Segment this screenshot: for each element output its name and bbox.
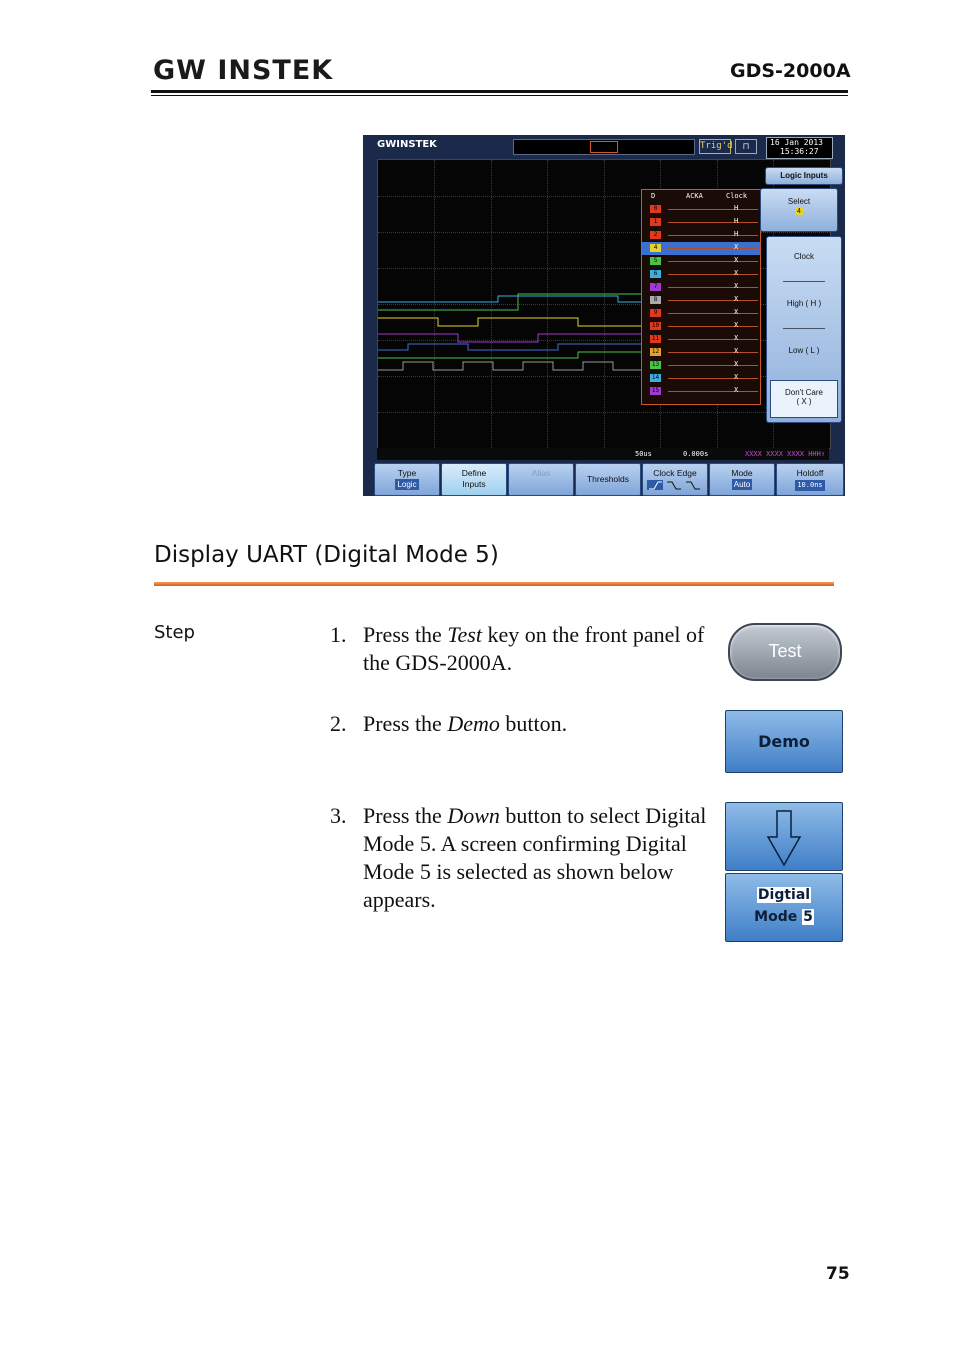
channel-badge: 15 [651,387,660,394]
time-offset: 0.000s [683,450,709,458]
low-option[interactable]: Low ( L ) [788,346,820,355]
logic-state-value: H [734,230,739,238]
row-divider [668,248,758,249]
channel-badge: 9 [650,309,661,317]
logic-table-row[interactable] [642,268,760,281]
row-divider [668,261,758,262]
row-divider [668,339,758,340]
select-value: 4 [797,208,801,215]
high-option[interactable]: High ( H ) [786,299,822,308]
mode-button[interactable]: Mode Auto [709,463,775,496]
row-divider [668,274,758,275]
date: 16 Jan 2013 [770,138,823,147]
logic-state-value: X [734,347,739,355]
logic-state-group [766,236,842,423]
bottom-menu [371,463,845,496]
model-name: GDS-2000A [730,60,851,82]
logic-state-value: X [734,256,739,264]
demo-button-image: Demo [725,710,843,773]
memory-bar [513,139,695,155]
step-1-number: 1. [330,622,347,647]
clock-edge-button[interactable]: Clock Edge [642,463,708,496]
row-divider [668,326,758,327]
define-inputs-button[interactable]: Define Inputs [441,463,507,496]
row-divider [668,313,758,314]
logic-state-value: H [734,204,739,212]
channel-badge: 4 [650,244,661,252]
date-time [766,137,833,159]
clock-edge-icons [645,479,705,491]
row-divider [668,209,758,210]
row-divider [668,300,758,301]
logic-state-value: X [734,321,739,329]
status-bar [377,448,829,460]
trigger-pattern: XXXX XXXX XXXX HHH↑ [745,450,826,458]
logic-state-value: H [734,217,739,225]
timebase: 50us [635,450,652,458]
trigger-edge-icon: ⊓ [735,139,757,154]
channel-badge: 11 [651,335,660,342]
type-button[interactable]: Type Logic [374,463,440,496]
step-2-number: 2. [330,711,347,736]
page-number: 75 [826,1264,850,1284]
mode-number: 5 [803,909,813,925]
logic-table-header: D ACKA Clock [651,192,748,200]
side-menu [764,165,843,423]
dont-care-option[interactable]: Don't Care ( X ) [770,380,838,418]
logic-table-row[interactable] [642,346,760,359]
header-rule-thin [151,95,848,96]
row-divider [668,391,758,392]
test-key-image: Test [728,623,842,681]
logic-table-row[interactable] [642,203,760,216]
channel-badge: 14 [651,374,660,381]
logic-state-value: X [734,386,739,394]
step-label: Step [154,622,195,643]
logic-table-row[interactable] [642,229,760,242]
section-title: Display UART (Digital Mode 5) [154,542,499,568]
oscilloscope-screenshot [363,135,845,496]
logic-state-value: X [734,334,739,342]
header-rule [151,90,848,93]
logic-table-row[interactable] [642,372,760,385]
logic-table-row[interactable] [642,333,760,346]
channel-badge: 1 [650,218,661,226]
row-divider [668,352,758,353]
down-arrow-icon [726,803,842,870]
channel-badge: 5 [650,257,661,265]
step-1-text: Press the Test key on the front panel of the GDS-2000A. [363,622,705,675]
clock-option[interactable]: Clock [793,252,814,261]
logic-state-value: X [734,282,739,290]
mode-label: Mode [754,909,798,925]
logic-table-row[interactable] [642,307,760,320]
digital-mode-button-image [725,873,843,942]
channel-badge: 8 [650,296,661,304]
logic-state-value: X [734,373,739,381]
section-rule [154,582,834,586]
holdoff-button[interactable]: Holdoff 10.0ns [776,463,844,496]
logic-inputs-title: Logic Inputs [765,167,843,185]
row-divider [668,378,758,379]
logic-table-row[interactable] [642,255,760,268]
channel-badge: 10 [651,322,660,329]
trigger-status: Trig'd [699,139,731,154]
select-label: Select [787,197,811,206]
logic-state-value: X [734,269,739,277]
logic-table-row[interactable] [642,242,760,255]
logic-table-row[interactable] [642,216,760,229]
digital-label: Digtial [757,887,811,903]
logic-state-value: X [734,295,739,303]
logic-table-row[interactable] [642,359,760,372]
logic-table-row[interactable] [642,320,760,333]
logic-state-value: X [734,308,739,316]
logic-state-value: X [734,360,739,368]
logic-input-table [641,189,761,405]
select-button[interactable] [760,188,838,232]
logic-table-row[interactable] [642,294,760,307]
channel-badge: 6 [650,270,661,278]
scope-brand: GWINSTEK [377,139,437,150]
down-button-image [725,802,843,871]
channel-badge: 2 [650,231,661,239]
channel-badge: 7 [650,283,661,291]
time: 15:36:27 [780,147,819,156]
logic-table-row[interactable] [642,281,760,294]
step-3-number: 3. [330,803,347,828]
gw-instek-logo: GW INSTEK [153,55,334,86]
thresholds-button[interactable]: Thresholds [575,463,641,496]
row-divider [668,235,758,236]
row-divider [668,287,758,288]
step-2-text: Press the Demo button. [363,711,568,736]
row-divider [668,365,758,366]
row-divider [668,222,758,223]
channel-badge: 13 [651,361,660,368]
logic-state-value: X [734,243,739,251]
logic-table-row[interactable] [642,385,760,398]
channel-badge: 12 [651,348,660,355]
alias-button[interactable]: Alias [508,463,574,496]
channel-badge: 0 [650,205,661,213]
step-3-text: Press the Down button to select Digital Mode 5. A screen confirming Digital Mode 5 is selected as shown below appears. [363,803,707,912]
